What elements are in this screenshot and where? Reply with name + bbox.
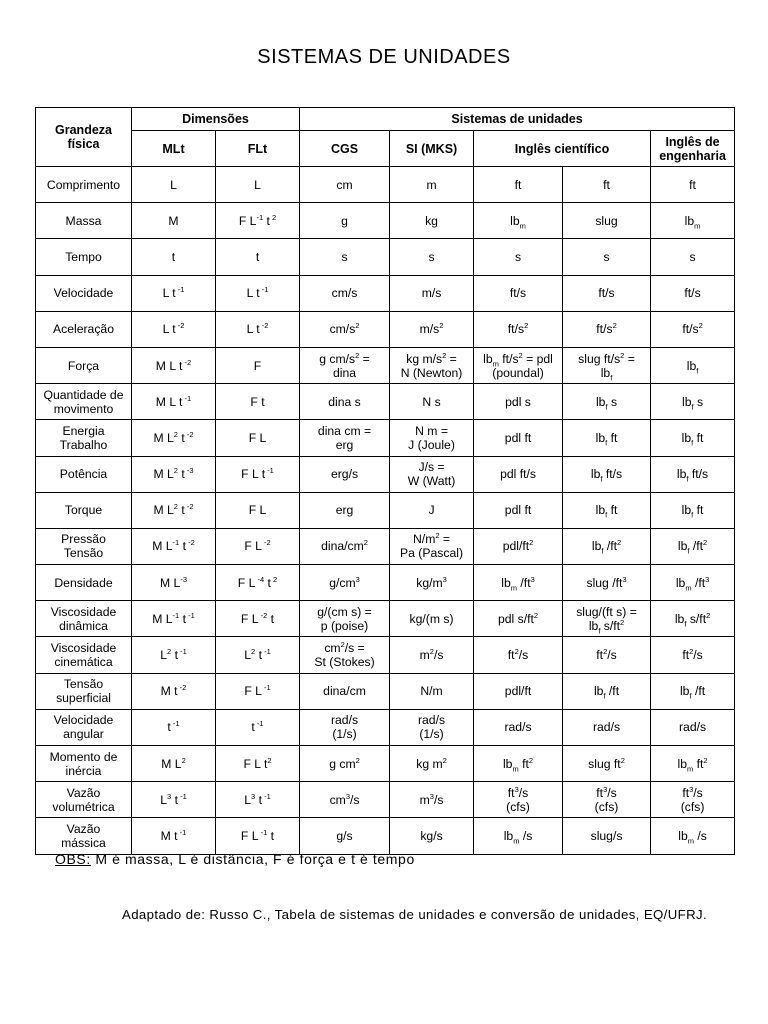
unit-cell: $g/cm^3$ bbox=[300, 565, 390, 601]
unit-cell: dina/$cm^2$ bbox=[300, 528, 390, 564]
unit-cell: $ft^3/s$ (cfs) bbox=[651, 782, 735, 818]
unit-cell: ft bbox=[474, 167, 563, 203]
unit-cell: N s bbox=[390, 384, 474, 420]
source-credit: Adaptado de: Russo C., Tabela de sistemas de unidades e conversão de unidades, EQ/UFRJ. bbox=[122, 907, 708, 922]
unit-cell: $kg/m^3$ bbox=[390, 565, 474, 601]
unit-cell: rad/s bbox=[563, 709, 651, 745]
unit-cell: $cm^3/s$ bbox=[300, 782, 390, 818]
unit-cell: rad/s bbox=[651, 709, 735, 745]
unit-cell: slug $ft^2$ bbox=[563, 746, 651, 782]
table-row bbox=[36, 818, 735, 854]
unit-cell: $m^3/s$ bbox=[390, 782, 474, 818]
unit-cell: F L t $^{-1}$ bbox=[216, 456, 300, 492]
unit-cell: $lb_m$ $ft/s^2$ = pdl (poundal) bbox=[474, 347, 563, 383]
page-title: SISTEMAS DE UNIDADES bbox=[257, 46, 511, 68]
unit-cell: F L bbox=[216, 492, 300, 528]
unit-cell: erg/s bbox=[300, 456, 390, 492]
unit-cell: pdl ft bbox=[474, 420, 563, 456]
unit-cell: slug/(ft s) = $lb_f$ $s/ft^2$ bbox=[563, 601, 651, 637]
unit-cell: $ft^2/s$ bbox=[474, 637, 563, 673]
unit-cell: kg/s bbox=[390, 818, 474, 854]
quantity-cell: Densidade bbox=[36, 565, 132, 601]
unit-cell: $L^3$ t $^{-1}$ bbox=[132, 782, 216, 818]
unit-cell: g/(cm s) = p (poise) bbox=[300, 601, 390, 637]
quantity-cell: Pressão Tensão bbox=[36, 528, 132, 564]
unit-cell: F $L^{-1}$ t $^2$ bbox=[216, 203, 300, 239]
unit-cell: $lb_m$ $ft^2$ bbox=[651, 746, 735, 782]
unit-cell: kg $m^2$ bbox=[390, 746, 474, 782]
unit-cell: M L t $^{-2}$ bbox=[132, 347, 216, 383]
quantity-cell: Aceleração bbox=[36, 311, 132, 347]
unit-cell: dina s bbox=[300, 384, 390, 420]
unit-cell: rad/s (1/s) bbox=[390, 709, 474, 745]
quantity-cell: Momento de inércia bbox=[36, 746, 132, 782]
unit-cell: t $^{-1}$ bbox=[216, 709, 300, 745]
col-ingles-engenharia: Inglês de engenharia bbox=[651, 131, 735, 167]
table-row bbox=[36, 311, 735, 347]
unit-cell: M $L^2$ t $^{-2}$ bbox=[132, 420, 216, 456]
unit-cell: $ft^2/s$ bbox=[563, 637, 651, 673]
unit-cell: $lb_f$ $/ft^2$ bbox=[651, 528, 735, 564]
unit-cell: $L^3$ t $^{-1}$ bbox=[216, 782, 300, 818]
table-row bbox=[36, 384, 735, 420]
table-row bbox=[36, 673, 735, 709]
units-table bbox=[35, 107, 735, 855]
unit-cell: F L $^{-4}$ t $^2$ bbox=[216, 565, 300, 601]
unit-cell: $m/s^2$ bbox=[390, 311, 474, 347]
unit-cell: F L $^{-1}$ t bbox=[216, 818, 300, 854]
unit-cell: $lb_f$ ft bbox=[651, 420, 735, 456]
header-dimensoes: Dimensões bbox=[132, 108, 300, 131]
unit-cell: g $cm^2$ bbox=[300, 746, 390, 782]
unit-cell: kg bbox=[390, 203, 474, 239]
unit-cell: L t $^{-1}$ bbox=[132, 275, 216, 311]
unit-cell: $ft^3/s$ (cfs) bbox=[474, 782, 563, 818]
unit-cell: t $^{-1}$ bbox=[132, 709, 216, 745]
unit-cell: $lb_m$ $/ft^3$ bbox=[474, 565, 563, 601]
unit-cell: M $L^2$ bbox=[132, 746, 216, 782]
quantity-cell: Viscosidade cinemática bbox=[36, 637, 132, 673]
table-row bbox=[36, 565, 735, 601]
quantity-cell: Vazão mássica bbox=[36, 818, 132, 854]
unit-cell: t bbox=[132, 239, 216, 275]
unit-cell: $lb_f$ $/ft^2$ bbox=[563, 528, 651, 564]
unit-cell: M t $^{-1}$ bbox=[132, 818, 216, 854]
table-row bbox=[36, 528, 735, 564]
col-mlt: MLt bbox=[132, 131, 216, 167]
unit-cell: m bbox=[390, 167, 474, 203]
unit-cell: cm bbox=[300, 167, 390, 203]
unit-cell: N m = J (Joule) bbox=[390, 420, 474, 456]
quantity-cell: Torque bbox=[36, 492, 132, 528]
obs-note bbox=[55, 851, 415, 867]
unit-cell: s bbox=[390, 239, 474, 275]
quantity-cell: Força bbox=[36, 347, 132, 383]
unit-cell: $L^2$ t $^{-1}$ bbox=[132, 637, 216, 673]
quantity-cell: Velocidade bbox=[36, 275, 132, 311]
unit-cell: L t $^{-1}$ bbox=[216, 275, 300, 311]
unit-cell: L t $^{-2}$ bbox=[132, 311, 216, 347]
unit-cell: J bbox=[390, 492, 474, 528]
table-body bbox=[36, 167, 735, 855]
unit-cell: pdl ft bbox=[474, 492, 563, 528]
unit-cell: J/s = W (Watt) bbox=[390, 456, 474, 492]
quantity-cell: Tempo bbox=[36, 239, 132, 275]
unit-cell: ft/s bbox=[474, 275, 563, 311]
table-row bbox=[36, 637, 735, 673]
unit-cell: ft bbox=[563, 167, 651, 203]
unit-cell: L t $^{-2}$ bbox=[216, 311, 300, 347]
table-row bbox=[36, 746, 735, 782]
quantity-cell: Velocidade angular bbox=[36, 709, 132, 745]
unit-cell: L bbox=[216, 167, 300, 203]
unit-cell: N/m bbox=[390, 673, 474, 709]
unit-cell: rad/s (1/s) bbox=[300, 709, 390, 745]
obs-label: OBS: bbox=[55, 851, 91, 867]
unit-cell: erg bbox=[300, 492, 390, 528]
unit-cell: F t bbox=[216, 384, 300, 420]
unit-cell: $lb_m$ /s bbox=[474, 818, 563, 854]
unit-cell: slug bbox=[563, 203, 651, 239]
unit-cell: g $cm/s^2$ = dina bbox=[300, 347, 390, 383]
table-row bbox=[36, 167, 735, 203]
col-cgs: CGS bbox=[300, 131, 390, 167]
unit-cell: $cm/s^2$ bbox=[300, 311, 390, 347]
unit-cell: $lb_m$ bbox=[651, 203, 735, 239]
unit-cell: dina cm = erg bbox=[300, 420, 390, 456]
table-row bbox=[36, 601, 735, 637]
quantity-cell: Viscosidade dinâmica bbox=[36, 601, 132, 637]
table-row bbox=[36, 347, 735, 383]
col-si: SI (MKS) bbox=[390, 131, 474, 167]
unit-cell: g bbox=[300, 203, 390, 239]
unit-cell: cm/s bbox=[300, 275, 390, 311]
unit-cell: M bbox=[132, 203, 216, 239]
unit-cell: $lb_f$ ft bbox=[563, 492, 651, 528]
unit-cell: kg $m/s^2$ = N (Newton) bbox=[390, 347, 474, 383]
unit-cell: $lb_m$ $ft^2$ bbox=[474, 746, 563, 782]
quantity-cell: Quantidade de movimento bbox=[36, 384, 132, 420]
unit-cell: F L $t^2$ bbox=[216, 746, 300, 782]
table-row bbox=[36, 709, 735, 745]
unit-cell: ft/s bbox=[651, 275, 735, 311]
unit-cell: $L^2$ t $^{-1}$ bbox=[216, 637, 300, 673]
unit-cell: pdl ft/s bbox=[474, 456, 563, 492]
unit-cell: s bbox=[300, 239, 390, 275]
unit-cell: $lb_f$ ft bbox=[563, 420, 651, 456]
unit-cell: $lb_f$ /ft bbox=[651, 673, 735, 709]
unit-cell: ft bbox=[651, 167, 735, 203]
unit-cell: F L $^{-2}$ t bbox=[216, 601, 300, 637]
unit-cell: slug $/ft^3$ bbox=[563, 565, 651, 601]
unit-cell: g/s bbox=[300, 818, 390, 854]
unit-cell: $m^2/s$ bbox=[390, 637, 474, 673]
table-row bbox=[36, 203, 735, 239]
unit-cell: $ft/s^2$ bbox=[651, 311, 735, 347]
unit-cell: s bbox=[651, 239, 735, 275]
obs-text: M é massa, L é distância, F é força e t é tempo bbox=[90, 851, 415, 867]
unit-cell: $lb_f$ s bbox=[563, 384, 651, 420]
unit-cell: $lb_f$ bbox=[651, 347, 735, 383]
unit-cell: t bbox=[216, 239, 300, 275]
quantity-cell: Tensão superficial bbox=[36, 673, 132, 709]
unit-cell: $ft/s^2$ bbox=[474, 311, 563, 347]
unit-cell: M $L^{-1}$ t $^{-1}$ bbox=[132, 601, 216, 637]
unit-cell: $lb_f$ $s/ft^2$ bbox=[651, 601, 735, 637]
unit-cell: kg/(m s) bbox=[390, 601, 474, 637]
unit-cell: F L $^{-1}$ bbox=[216, 673, 300, 709]
unit-cell: $lb_f$ ft/s bbox=[651, 456, 735, 492]
unit-cell: pdl/$ft^2$ bbox=[474, 528, 563, 564]
unit-cell: $ft/s^2$ bbox=[563, 311, 651, 347]
unit-cell: $lb_m$ bbox=[474, 203, 563, 239]
unit-cell: pdl/ft bbox=[474, 673, 563, 709]
unit-cell: s bbox=[563, 239, 651, 275]
unit-cell: F L bbox=[216, 420, 300, 456]
table-row bbox=[36, 239, 735, 275]
unit-cell: M $L^2$ t $^{-2}$ bbox=[132, 492, 216, 528]
quantity-cell: Potência bbox=[36, 456, 132, 492]
unit-cell: $ft^2/s$ bbox=[651, 637, 735, 673]
unit-cell: rad/s bbox=[474, 709, 563, 745]
unit-cell: $lb_f$ /ft bbox=[563, 673, 651, 709]
table-row bbox=[36, 456, 735, 492]
unit-cell: dina/cm bbox=[300, 673, 390, 709]
col-flt: FLt bbox=[216, 131, 300, 167]
unit-cell: $lb_f$ s bbox=[651, 384, 735, 420]
unit-cell: M t $^{-2}$ bbox=[132, 673, 216, 709]
unit-cell: m/s bbox=[390, 275, 474, 311]
unit-cell: pdl $s/ft^2$ bbox=[474, 601, 563, 637]
unit-cell: $cm^2/s$ = St (Stokes) bbox=[300, 637, 390, 673]
quantity-cell: Energia Trabalho bbox=[36, 420, 132, 456]
unit-cell: F bbox=[216, 347, 300, 383]
header-sistemas: Sistemas de unidades bbox=[300, 108, 735, 131]
unit-cell: $ft^3/s$ (cfs) bbox=[563, 782, 651, 818]
header-grandeza: Grandeza física bbox=[36, 108, 132, 167]
table-row bbox=[36, 782, 735, 818]
quantity-cell: Massa bbox=[36, 203, 132, 239]
quantity-cell: Vazão volumétrica bbox=[36, 782, 132, 818]
table-row bbox=[36, 492, 735, 528]
unit-cell: $lb_f$ ft bbox=[651, 492, 735, 528]
unit-cell: M $L^{-3}$ bbox=[132, 565, 216, 601]
quantity-cell: Comprimento bbox=[36, 167, 132, 203]
unit-cell: slug/s bbox=[563, 818, 651, 854]
unit-cell: pdl s bbox=[474, 384, 563, 420]
unit-cell: $lb_f$ ft/s bbox=[563, 456, 651, 492]
unit-cell: M L t $^{-1}$ bbox=[132, 384, 216, 420]
unit-cell: $N/m^2$ = Pa (Pascal) bbox=[390, 528, 474, 564]
table-row bbox=[36, 275, 735, 311]
unit-cell: L bbox=[132, 167, 216, 203]
unit-cell: ft/s bbox=[563, 275, 651, 311]
unit-cell: M $L^2$ t $^{-3}$ bbox=[132, 456, 216, 492]
unit-cell: slug $ft/s^2$ = $lb_f$ bbox=[563, 347, 651, 383]
unit-cell: M $L^{-1}$ t $^{-2}$ bbox=[132, 528, 216, 564]
unit-cell: $lb_m$ /s bbox=[651, 818, 735, 854]
unit-cell: $lb_m$ $/ft^3$ bbox=[651, 565, 735, 601]
col-ingles-cientifico: Inglês científico bbox=[474, 131, 651, 167]
unit-cell: s bbox=[474, 239, 563, 275]
table-row bbox=[36, 420, 735, 456]
unit-cell: F L $^{-2}$ bbox=[216, 528, 300, 564]
